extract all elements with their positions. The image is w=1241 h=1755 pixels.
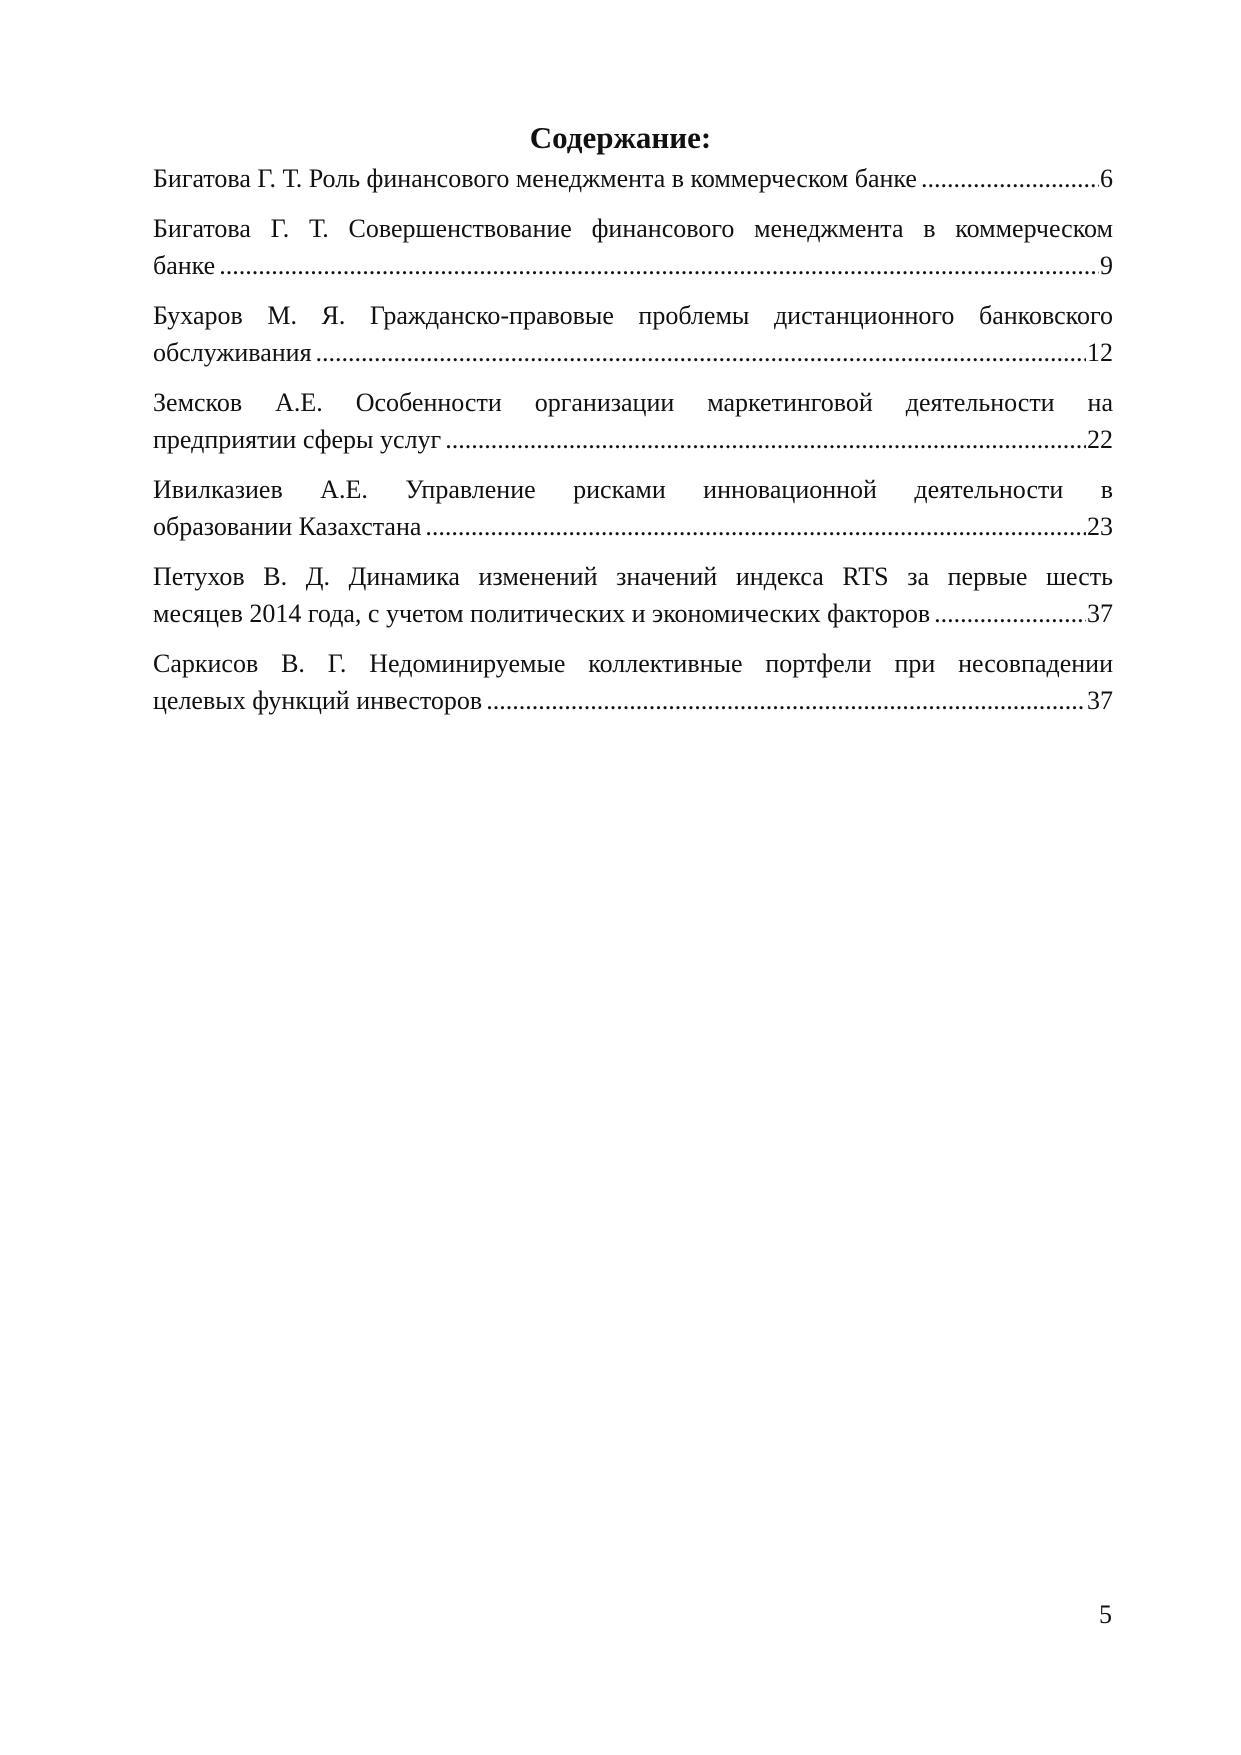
toc-entry-title-line2: месяцев 2014 года, с учетом политических и экономических факторов [153,599,931,628]
toc-entry-title-line1: Петухов В. Д. Динамика изменений значений индекса RTS за первые шесть [153,562,1113,591]
toc-entry-title-line2: банке [153,251,216,280]
toc-entry-line [153,682,1113,719]
dot-leader [921,160,1099,197]
dot-leader [486,682,1086,719]
toc-entry[interactable] [153,210,1113,284]
toc-entry-title-line2: предприятии сферы услуг [153,425,442,454]
toc-entry-title-line1: Бухаров М. Я. Гражданско-правовые проблемы дистанционного банковского [153,301,1113,330]
toc-entry-title-line2: целевых функций инвесторов [153,686,483,715]
toc-entry-line [153,247,1113,284]
toc-entry-line [153,160,1113,197]
toc-entry-line [153,421,1113,458]
toc-entry[interactable] [153,384,1113,458]
toc-entry[interactable] [153,471,1113,545]
dot-leader [316,334,1086,371]
toc-entry-title-line1: Саркисов В. Г. Недоминируемые коллективные портфели при несовпадении [153,649,1113,678]
toc-list [153,160,1113,732]
toc-entry-page: 37 [1087,686,1113,715]
toc-entry-page: 9 [1100,251,1113,280]
toc-title: Содержание: [529,120,712,155]
dot-leader [219,247,1099,284]
toc-entry-page: 23 [1087,512,1113,541]
dot-leader [425,508,1086,545]
toc-entry[interactable] [153,645,1113,719]
toc-entry[interactable] [153,558,1113,632]
toc-entry-line [153,334,1113,371]
page-number: 5 [1099,1600,1112,1629]
toc-entry-title: Бигатова Г. Т. Роль финансового менеджмента в коммерческом банке [153,164,917,193]
toc-entry-page: 12 [1087,338,1113,367]
toc-entry-title-line2: образовании Казахстана [153,512,422,541]
dot-leader [445,421,1086,458]
dot-leader [934,595,1086,632]
toc-entry-page: 22 [1087,425,1113,454]
toc-entry-title-line1: Ивилказиев А.Е. Управление рисками инновационной деятельности в [153,475,1113,504]
toc-entry-title-line1: Бигатова Г. Т. Совершенствование финансового менеджмента в коммерческом [153,214,1113,243]
toc-entry-title-line1: Земсков А.Е. Особенности организации маркетинговой деятельности на [153,388,1113,417]
toc-entry-line [153,595,1113,632]
toc-entry-title-line2: обслуживания [153,338,312,367]
toc-entry[interactable] [153,160,1113,197]
toc-entry-page: 37 [1087,599,1113,628]
toc-entry-line [153,508,1113,545]
toc-entry[interactable] [153,297,1113,371]
toc-entry-page: 6 [1100,164,1113,193]
